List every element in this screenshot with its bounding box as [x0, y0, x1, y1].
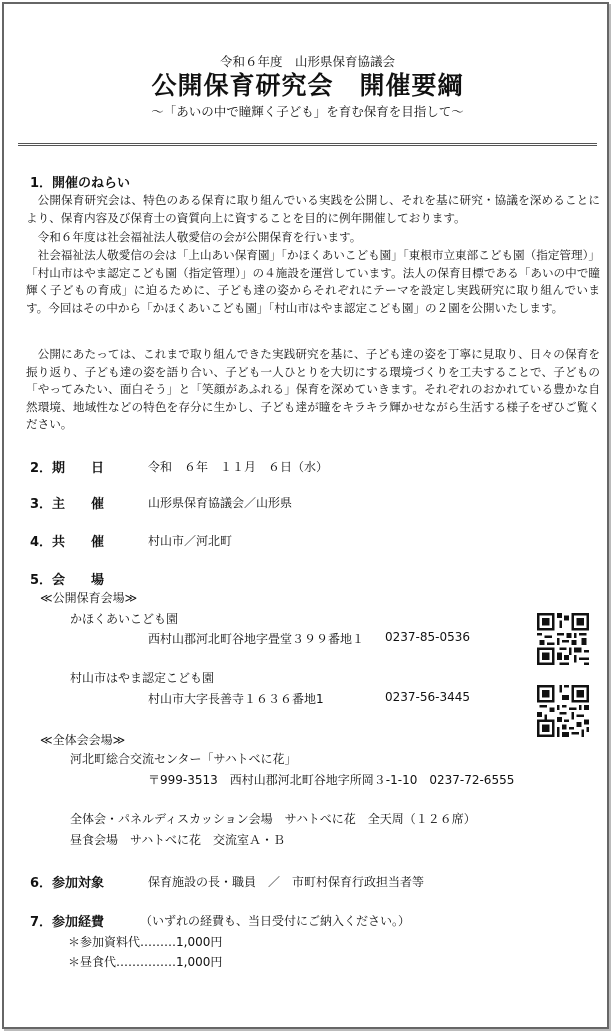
venue-2-phone: 0237-56-3445 [385, 690, 471, 704]
subtitle: ～「あいの中で瞳輝く子ども」を育む保育を目指して～ [151, 104, 464, 119]
double-rule-divider [18, 143, 597, 146]
public-venue-label: ≪公開保育会場≫ [40, 591, 138, 605]
section-1-paragraph-1: 公開保育研究会は、特色のある保育に取り組んでいる実践を公開し、それを基に研究・協議を深めることにより、保育内容及び保育士の資質向上に資することを目的に例年開催しております。 [26, 193, 600, 225]
section-1-heading: 1．開催のねらい [30, 176, 131, 191]
pre-title: 令和６年度 山形県保育協議会 [219, 54, 395, 69]
section-7-heading: 7．参加経費 [30, 915, 105, 930]
plenary-venue-address: 〒999-3513 西村山郡河北町谷地字所岡３-1-10 0237-72-6555 [148, 773, 515, 787]
organizer: 山形県保育協議会／山形県 [148, 496, 293, 510]
venue-1-qr-code-icon [537, 613, 589, 665]
section-1-paragraph-4: 公開にあたっては、これまで取り組んできた実践研究を基に、子ども達の姿を丁寧に見取り、日々の保育を振り返り、子ども達の姿を語り合い、子ども一人ひとりを大切にする環境づくりを工夫することで、子どもの「やってみたい、面白そう」と「笑顔があふれる」保育を深めていきます。それぞれのおかれている豊かな自然環境、地域性などの特色を存分に生かし、子ども達が瞳をキラキラ輝かせながら生活する様子をぜひご覧ください。 [26, 347, 600, 432]
section-6-heading: 6．参加対象 [30, 876, 105, 891]
section-3-heading: 3．主 催 [30, 497, 105, 512]
section-4-heading: 4．共 催 [30, 535, 105, 550]
venue-2-name: 村山市はやま認定こども園 [70, 671, 215, 685]
fee-lunch: ＊昼食代……………1,000円 [68, 955, 223, 969]
venue-1-name: かほくあいこども園 [70, 612, 179, 626]
section-1-paragraph-2: 令和６年度は社会福祉法人敬愛信の会が公開保育を行います。 [37, 230, 362, 244]
co-organizer: 村山市／河北町 [148, 534, 233, 548]
plenary-venue-label: ≪全体会会場≫ [40, 733, 126, 747]
venue-2-address: 村山市大字長善寺１６３６番地1 [148, 692, 324, 706]
section-1-paragraph-3: 社会福祉法人敬愛信の会は「上山あい保育園」「かほくあいこども園」「東根市立東部こども園（指定管理）」「村山市はやま認定こども園（指定管理）」の４施設を運営しています。法人の保育目標である「あいの中で瞳輝く子どもの育成」に迫るために、子ども達の姿からそれぞれにテーマを設定し実践研究に取り組んでいます。今回はその中から「かほくあいこども園」「村山市はやま認定こども園」の２園を公開いたします。 [26, 248, 600, 315]
plenary-session-venue: 全体会・パネルディスカッション会場 サハトべに花 全天周（１２６席） [70, 812, 476, 826]
event-date: 令和 ６年 １１月 ６日（水） [148, 460, 329, 474]
section-5-heading: 5．会 場 [30, 573, 105, 588]
venue-2-qr-code-icon [537, 685, 589, 737]
venue-1-phone: 0237-85-0536 [385, 630, 471, 644]
plenary-venue-name: 河北町総合交流センター「サハトべに花」 [70, 752, 297, 766]
fee-payment-note: （いずれの経費も、当日受付にご納入ください。） [140, 914, 411, 928]
section-2-heading: 2．期 日 [30, 461, 105, 476]
lunch-venue: 昼食会場 サハトべに花 交流室Ａ・Ｂ [70, 833, 286, 847]
target-participants: 保育施設の長・職員 ／ 市町村保育行政担当者等 [148, 875, 425, 889]
fee-materials: ＊参加資料代………1,000円 [68, 935, 223, 949]
page-title: 公開保育研究会 開催要綱 [151, 71, 464, 100]
venue-1-address: 西村山郡河北町谷地字畳堂３９９番地１ [148, 632, 365, 646]
